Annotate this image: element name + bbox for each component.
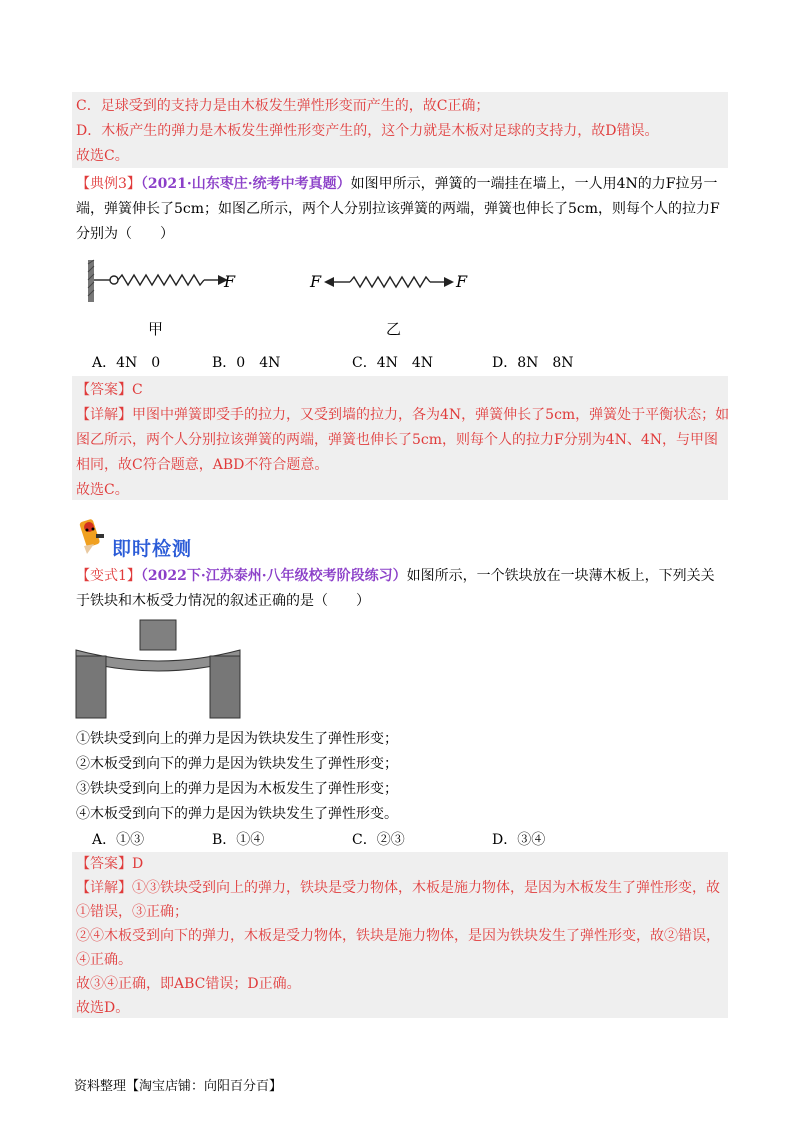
variant1-option-c: C．②③ <box>352 832 405 848</box>
spring-figure-jia <box>84 258 244 304</box>
variant1-question-line1 <box>76 566 715 586</box>
example3-detail-line1: 【详解】甲图中弹簧即受手的拉力，又受到墙的拉力，各为4N，弹簧伸长了5cm，弹簧处于平衡状态；如 <box>76 407 730 423</box>
force-label-yi-right: F <box>456 272 468 291</box>
example3-detail-line3: 相同，故C符合题意，ABD不符合题意。 <box>76 457 329 473</box>
variant1-detail-line5: 故③④正确，即ABC错误；D正确。 <box>76 976 301 992</box>
example3-source: （2021·山东枣庄·统考中考真题） <box>140 176 351 192</box>
variant1-detail-line3: ②④木板受到向下的弹力，木板是受力物体，铁块是施力物体，是因为铁块发生了弹性形变，故②错误， <box>76 928 720 944</box>
prev-conclusion: 故选C。 <box>76 148 129 164</box>
iron-block-board-figure <box>74 618 244 720</box>
variant1-question-text: 如图所示，一个铁块放在一块薄木板上，下列关关 <box>406 568 715 584</box>
statement-4: ④木板受到向下的弹力是因为铁块发生了弹性形变。 <box>76 806 398 822</box>
variant1-option-a: A．①③ <box>92 832 145 848</box>
spring-figure-yi <box>322 268 462 296</box>
statement-3: ③铁块受到向上的弹力是因为木板发生了弹性形变； <box>76 781 398 797</box>
example3-question-line1 <box>76 174 718 194</box>
example3-tag: 【典例3】 <box>76 176 141 192</box>
example3-question-line3: 分别为（ ） <box>76 226 174 242</box>
statement-2: ②木板受到向下的弹力是因为铁块发生了弹性形变； <box>76 756 398 772</box>
force-label-jia: F <box>224 272 236 291</box>
example3-option-d: D．8N 8N <box>492 355 574 371</box>
force-label-yi-left: F <box>310 272 322 291</box>
variant1-answer: 【答案】D <box>76 856 144 872</box>
example3-question-text: 如图甲所示，弹簧的一端挂在墙上，一人用4N的力F拉另一 <box>350 176 718 192</box>
variant1-detail-line1: 【详解】①③铁块受到向上的弹力，铁块是受力物体，木板是施力物体，是因为木板发生了弹性形变，故 <box>76 880 720 896</box>
variant1-detail-line2: ①错误，③正确； <box>76 904 188 920</box>
variant1-tag: 【变式1】 <box>76 568 141 584</box>
section-title: 即时检测 <box>112 538 193 560</box>
example3-conclusion: 故选C。 <box>76 482 129 498</box>
example3-detail-line2: 图乙所示，两个人分别拉该弹簧的两端，弹簧也伸长了5cm，则每个人的拉力F分别为4N、4N，与甲图 <box>76 432 719 448</box>
variant1-option-d: D．③④ <box>492 832 546 848</box>
variant1-source: （2022下·江苏泰州·八年级校考阶段练习） <box>140 568 407 584</box>
caption-jia: 甲 <box>148 320 164 338</box>
explanation-line-d: D．木板产生的弹力是木板发生弹性形变产生的，这个力就是木板对足球的支持力，故D错误。 <box>76 123 659 139</box>
caption-yi: 乙 <box>386 320 402 338</box>
example3-answer: 【答案】C <box>76 382 143 398</box>
example3-option-a: A．4N 0 <box>92 355 161 371</box>
pencil-mascot-icon <box>74 514 108 556</box>
variant1-option-b: B．①④ <box>212 832 265 848</box>
example3-question-line2: 端，弹簧伸长了5cm；如图乙所示，两个人分别拉该弹簧的两端，弹簧也伸长了5cm，则每个人的拉力F <box>76 201 720 217</box>
explanation-line-c: C．足球受到的支持力是由木板发生弹性形变而产生的，故C正确； <box>76 98 490 114</box>
variant1-detail-line4: ④正确。 <box>76 952 132 968</box>
variant1-conclusion: 故选D。 <box>76 1000 130 1016</box>
example3-option-b: B．0 4N <box>212 355 281 371</box>
statement-1: ①铁块受到向上的弹力是因为铁块发生了弹性形变； <box>76 731 398 747</box>
variant1-question-line2: 于铁块和木板受力情况的叙述正确的是（ ） <box>76 593 370 609</box>
example3-option-c: C．4N 4N <box>352 355 434 371</box>
page-footer: 资料整理【淘宝店铺：向阳百分百】 <box>74 1079 283 1094</box>
